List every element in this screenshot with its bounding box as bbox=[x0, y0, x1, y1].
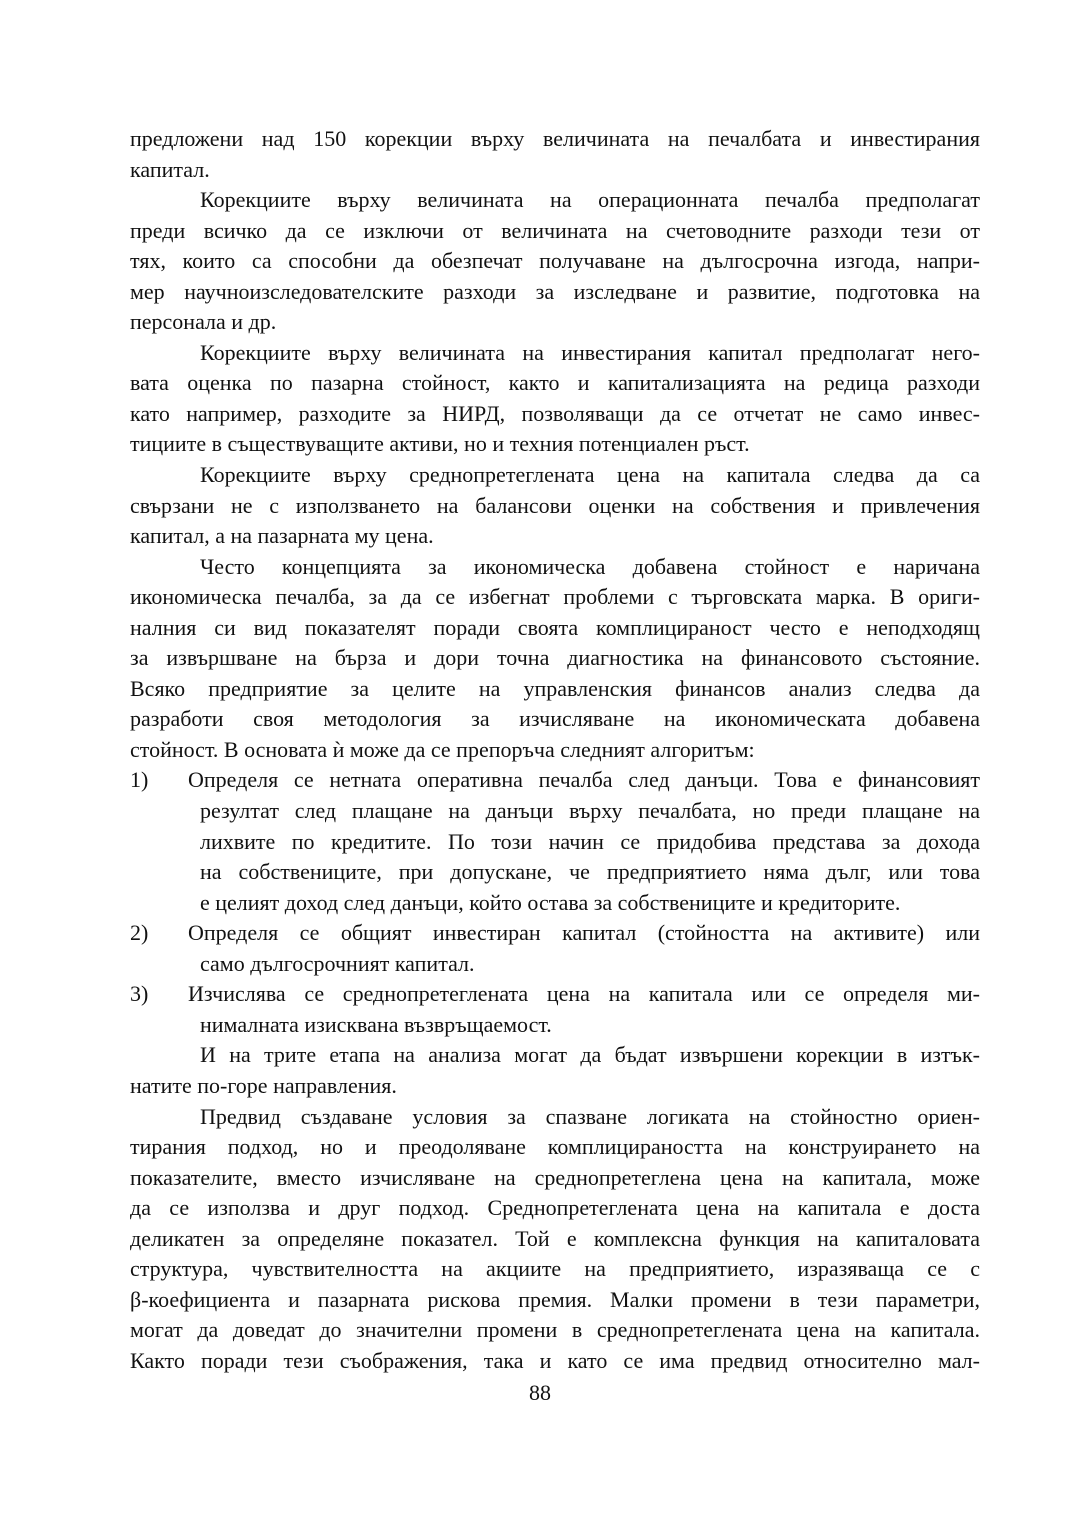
text-line: персонала и др. bbox=[130, 309, 277, 335]
paragraph bbox=[130, 552, 980, 766]
text-line: е целият доход след данъци, който остава за собствениците и кредиторите. bbox=[200, 889, 901, 915]
text-line: като например, разходите за НИРД, позволяващи да се отчетат не само инвес- bbox=[130, 400, 980, 426]
paragraph bbox=[130, 185, 980, 338]
text-line: И на трите етапа на анализа могат да бъдат извършени корекции в изтък- bbox=[200, 1042, 980, 1068]
text-line: β-коефициента и пазарната рискова премия. Малки промени в тези параметри, bbox=[130, 1286, 980, 1312]
list-item-first-line bbox=[130, 765, 980, 796]
text-line: само дългосрочният капитал. bbox=[200, 950, 475, 976]
text-line: стойност. В основата ѝ може да се препоръча следният алгоритъм: bbox=[130, 736, 755, 762]
list-number: 2) bbox=[130, 920, 149, 946]
list-number: 1) bbox=[130, 767, 149, 793]
text-line: Изчислява се среднопретеглената цена на капитала или се определя ми- bbox=[188, 981, 980, 1007]
paragraph bbox=[130, 1102, 980, 1377]
text-line: тях, които са способни да обезпечат получаване на дългосрочна изгода, напри- bbox=[130, 248, 980, 274]
text-line: резултат след плащане на данъци върху печалбата, но преди плащане на bbox=[200, 798, 980, 824]
page-number: 88 bbox=[529, 1380, 551, 1405]
text-line: натите по-горе направления. bbox=[130, 1072, 397, 1098]
text-line: свързани не с използването на балансови оценки на собствения и привлечения bbox=[130, 492, 980, 518]
text-line: показателите, вместо изчисляване на среднопретеглена цена на капитала, може bbox=[130, 1164, 980, 1190]
text-line: вата оценка по пазарна стойност, както и капитализацията на редица разходи bbox=[130, 370, 980, 396]
text-line: Всяко предприятие за целите на управленския финансов анализ следва да bbox=[130, 675, 980, 701]
text-line: Предвид създаване условия за спазване логиката на стойностно ориен- bbox=[200, 1103, 980, 1129]
paragraph bbox=[130, 338, 980, 460]
text-line: Както поради тези съображения, така и като се има предвид относително мал- bbox=[130, 1347, 980, 1373]
text-line: Корекциите върху среднопретеглената цена на капитала следва да са bbox=[200, 462, 980, 488]
text-line: нималната изисквана възвръщаемост. bbox=[200, 1011, 552, 1037]
text-line: Определя се общият инвестиран капитал (стойността на активите) или bbox=[188, 920, 980, 946]
text-line: тирания подход, но и преодоляване комплицираността на конструирането на bbox=[130, 1134, 980, 1160]
text-line: капитал, а на пазарната му цена. bbox=[130, 523, 434, 549]
text-line: да се използва и друг подход. Среднопретеглената цена на капитала е доста bbox=[130, 1195, 980, 1221]
list-item bbox=[130, 918, 980, 979]
text-line: тициите в съществуващите активи, но и техния потенциален ръст. bbox=[130, 431, 750, 457]
text-line: разработи своя методология за изчисляване на икономическата добавена bbox=[130, 706, 980, 732]
list-number: 3) bbox=[130, 981, 149, 1007]
list-item bbox=[130, 979, 980, 1040]
text-line: предложени над 150 корекции върху величината на печалбата и инвестирания bbox=[130, 126, 980, 151]
page-body bbox=[130, 124, 980, 1376]
text-line: лихвите по кредитите. По този начин се придобива представа за дохода bbox=[200, 828, 980, 854]
text-line: мер научноизследователските разходи за изследване и развитие, подготовка на bbox=[130, 278, 980, 304]
text-line: могат да доведат до значителни промени в среднопретеглената цена на капитала. bbox=[130, 1317, 980, 1343]
list-item-first-line bbox=[130, 979, 980, 1010]
paragraph bbox=[130, 460, 980, 552]
paragraph bbox=[130, 124, 980, 185]
text-line: Често концепцията за икономическа добавена стойност е наричана bbox=[200, 553, 980, 579]
text-line: налния си вид показателят поради своята комплицираност често е неподходящ bbox=[130, 614, 980, 640]
text-line: за извършване на бърза и дори точна диагностика на финансовото състояние. bbox=[130, 645, 980, 671]
text-line: структура, чувствителността на акциите на предприятието, изразяваща се с bbox=[130, 1256, 980, 1282]
paragraph bbox=[130, 1040, 980, 1101]
text-line: преди всичко да се изключи от величината на счетоводните разходи тези от bbox=[130, 217, 980, 243]
text-line: деликатен за определяне показател. Той е комплексна функция на капиталовата bbox=[130, 1225, 980, 1251]
text-line: икономическа печалба, за да се избегнат проблеми с търговската марка. В ориги- bbox=[130, 584, 980, 610]
text-line: капитал. bbox=[130, 156, 210, 182]
text-line: на собствениците, при допускане, че предприятието няма дълг, или това bbox=[200, 859, 980, 885]
list-item bbox=[130, 765, 980, 918]
text-line: Определя се нетната оперативна печалба след данъци. Това е финансовият bbox=[188, 767, 980, 793]
text-line: Корекциите върху величината на операционната печалба предполагат bbox=[200, 187, 980, 213]
list-item-first-line bbox=[130, 918, 980, 949]
text-line: Корекциите върху величината на инвестирания капитал предполагат него- bbox=[200, 339, 980, 365]
